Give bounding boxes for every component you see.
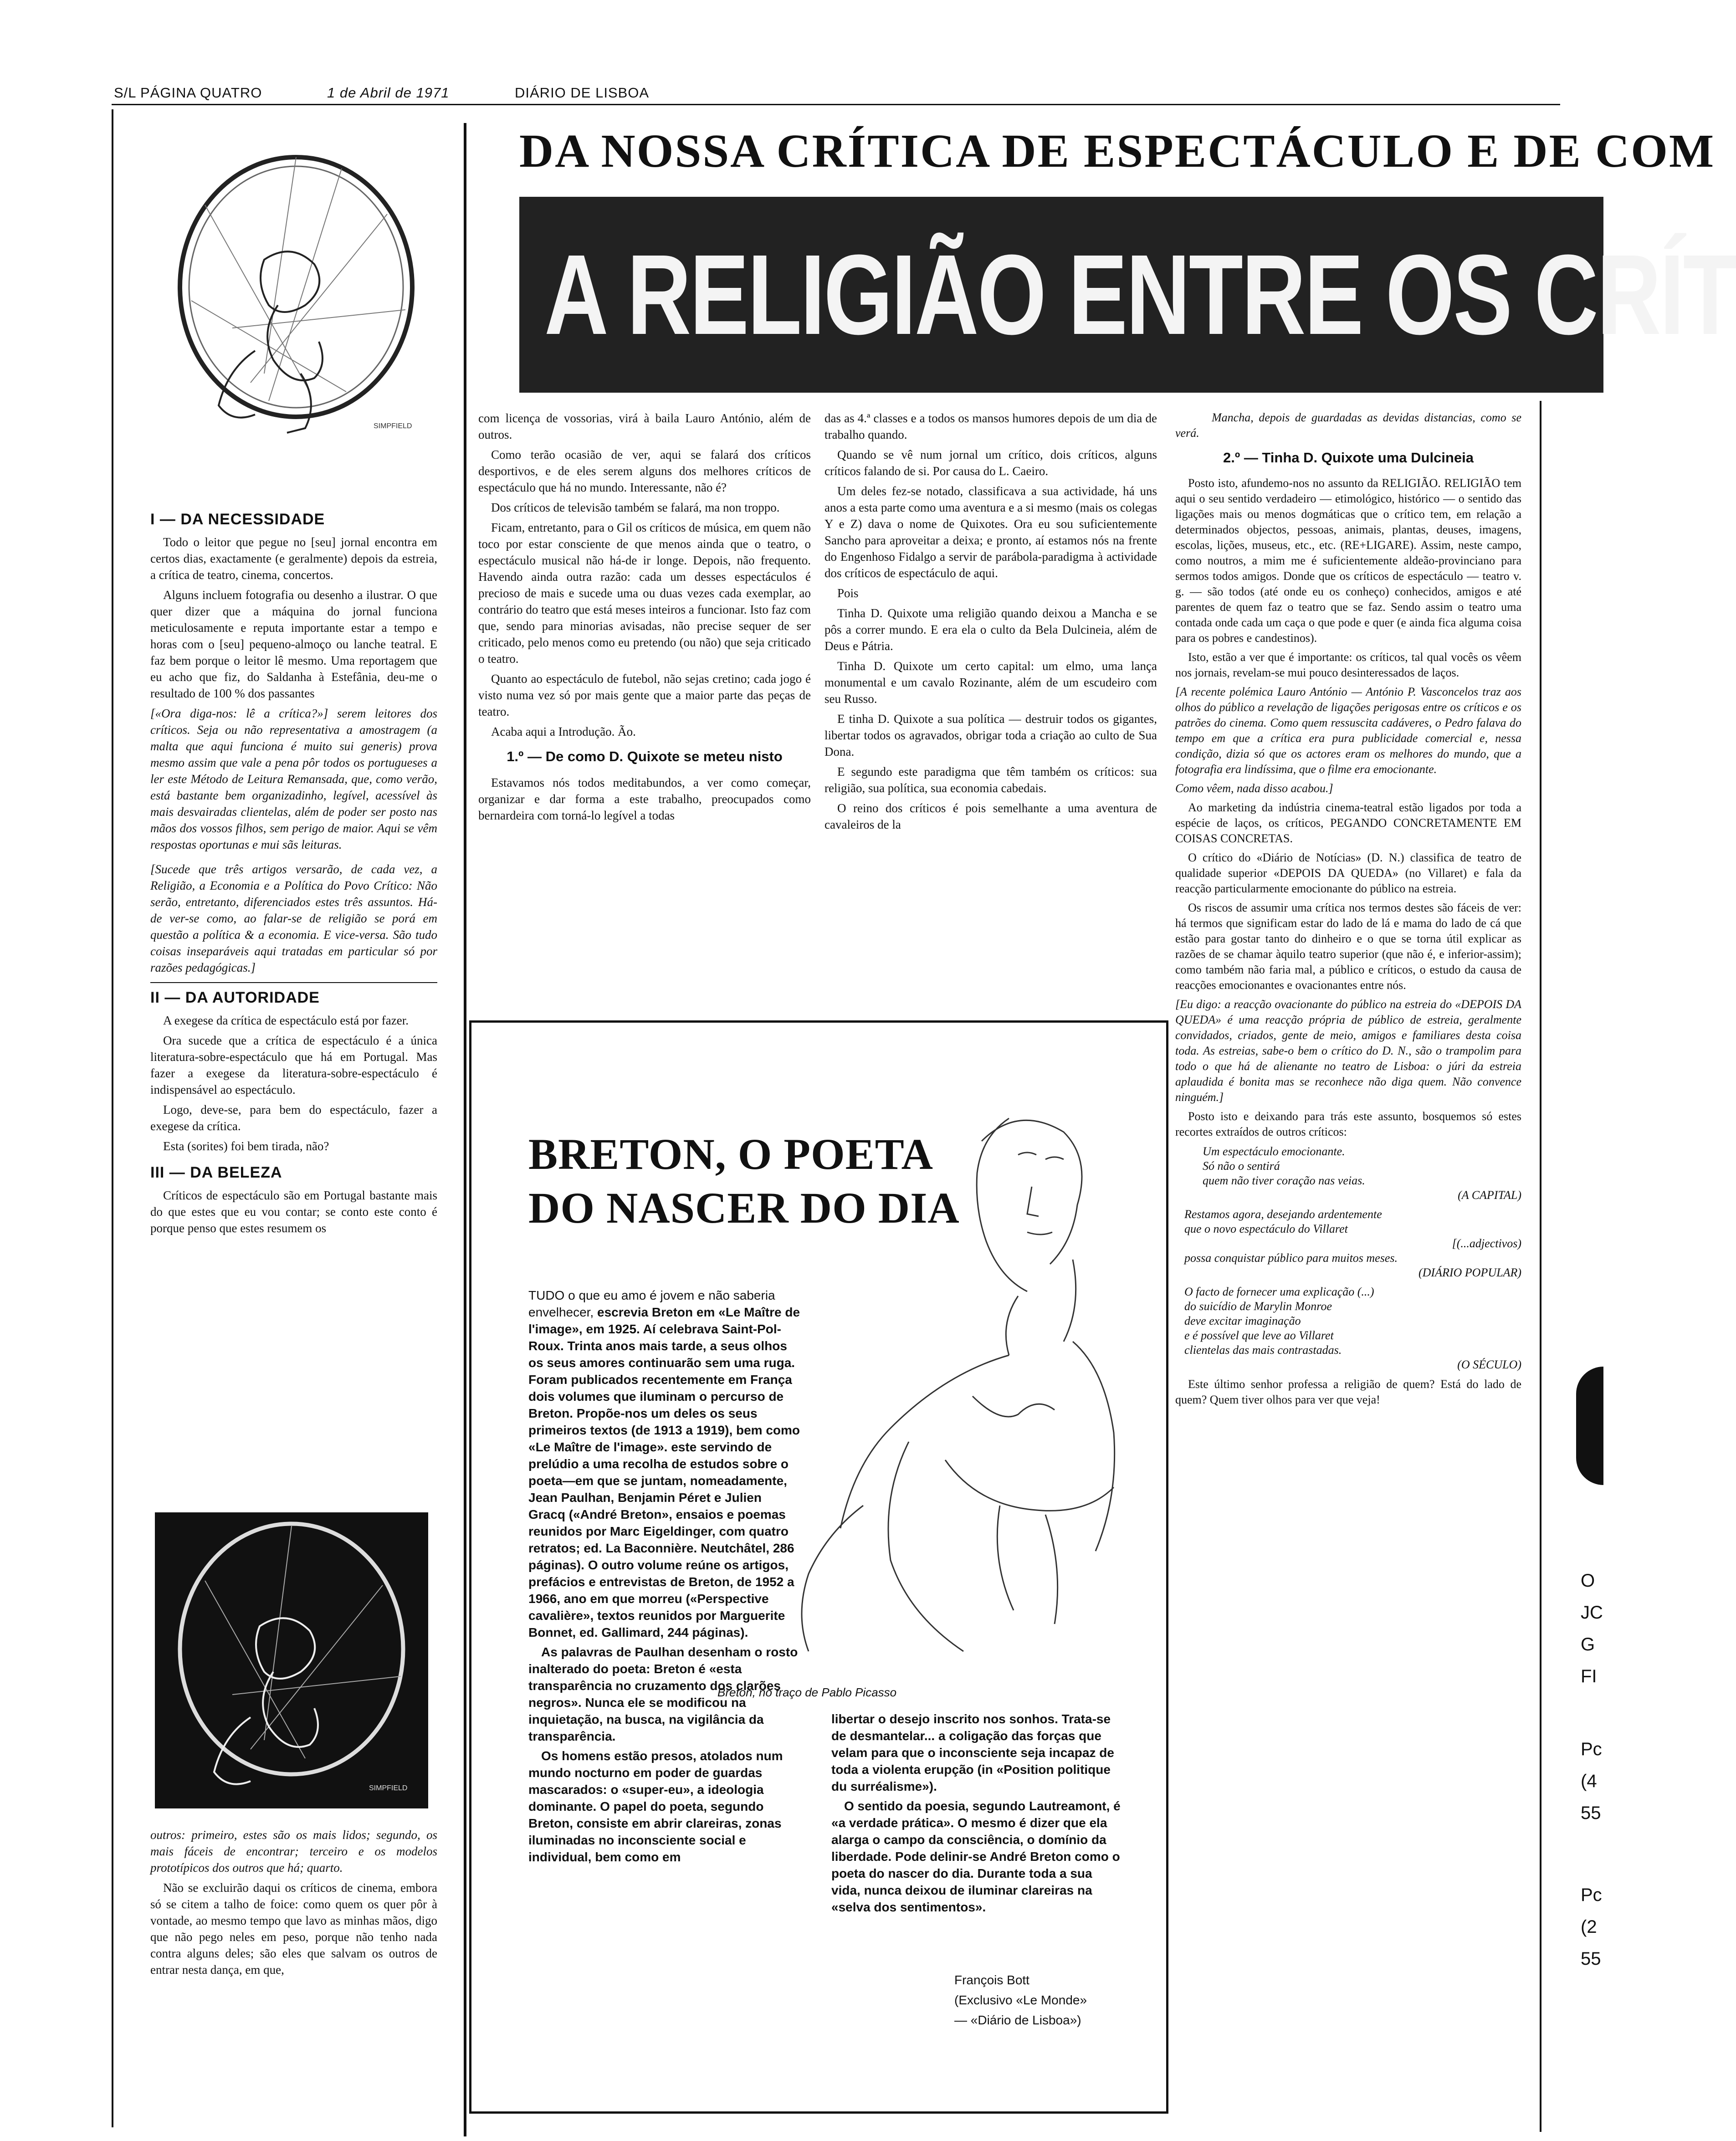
quote-line: quem não tiver coração nas veias. [1203, 1174, 1365, 1187]
edge-fragment: Pc [1581, 1885, 1602, 1905]
quote-line: Um espectáculo emocionante. [1203, 1145, 1345, 1158]
page-left-rule [112, 109, 113, 2127]
paragraph: Esta (sorites) foi bem tirada, não? [163, 1139, 329, 1153]
breton-column-2 [831, 1711, 1123, 1916]
page-section-label: S/L PÁGINA QUATRO [114, 85, 262, 101]
paragraph: Isto, estão a ver que é importante: os críticos, tal qual vocês os vêem nos jornais, revelam-se mui pouco desinteressados de laços. [1175, 650, 1521, 679]
column-rule-left [464, 123, 466, 2136]
paragraph: libertar o desejo inscrito nos sonhos. Trata-se de desmantelar... a coligação das forças que velam para que o inconsciente seja incapaz de toda a violenta erupção (in «Position politique du surréalisme»). [831, 1712, 1114, 1793]
paragraph: Quando se vê num jornal um crítico, dois críticos, alguns críticos falando de si. Por causa do L. Caeiro. [824, 448, 1157, 478]
paragraph: O reino dos críticos é pois semelhante a uma aventura de cavaleiros de la [824, 801, 1157, 831]
paragraph: Alguns incluem fotografia ou desenho a ilustrar. O que quer dizer que a máquina do jornal funciona meticulosamente e reputa importante estar a tempo e horas com o [seu] pequeno-almoço ou lanche teatral. E faz bem porque o leitor lê mesmo. Uma reportagem que eu acho que fiz, do Saldanha à Estefânia, deu-me o resultado de 100 % dos passantes [150, 588, 437, 700]
quote-a-capital [1203, 1144, 1521, 1203]
article-column-2 [478, 410, 811, 827]
paragraph: Acaba aqui a Introdução. Ão. [491, 725, 636, 738]
author-name: François Bott [954, 1973, 1029, 1987]
edge-fragment: (2 [1581, 1917, 1597, 1937]
quote-source: (O SÉCULO) [1457, 1358, 1521, 1371]
edge-fragment: 55 [1581, 1803, 1601, 1823]
attribution: (Exclusivo «Le Monde» [954, 1993, 1087, 2007]
article-column-1 [150, 506, 437, 1240]
section-divider [150, 982, 437, 983]
paragraph: das as 4.ª classes e a todos os mansos humores depois de um dia de trabalho quando. [824, 411, 1157, 441]
quote-diario-popular [1184, 1207, 1521, 1280]
quote-line: possa conquistar público para muitos meses. [1184, 1251, 1398, 1265]
illustration-signature: SIMPFIELD [374, 422, 412, 430]
quote-line: e é possível que leve ao Villaret [1184, 1329, 1334, 1342]
subheading-quixote: 1.º — De como D. Quixote se meteu nisto [507, 748, 783, 764]
paragraph: Quanto ao espectáculo de futebol, não sejas cretino; cada jogo é visto numa vez só por mais gente que a maior parte das peças de teatro. [478, 672, 811, 718]
foetus-sphere-illustration-top [150, 137, 433, 474]
breton-title-line: BRETON, O POETA [528, 1130, 933, 1178]
editorial-note: [Eu digo: a reacção ovacionante do público na estreia do «DEPOIS DA QUEDA» é uma reacção própria de público de estreia, geralmente convidados, criados, gente de meio, amigos e familiares desta coisa toda. As estreias, sabe-o bem o crítico do D. N., são o trampolim para todo o que há de alienante no teatro de Lisboa: o júri da estreia aplaudida é bonita mas se reconhece não diga quem. Não convence ninguém.] [1175, 998, 1521, 1104]
quote-line: O facto de fornecer uma explicação (...) [1184, 1285, 1374, 1298]
newspaper-name: DIÁRIO DE LISBOA [515, 85, 650, 101]
quote-line: do suicídio de Marylin Monroe [1184, 1300, 1332, 1313]
banner-text: A RELIGIÃO ENTRE OS CRÍT [544, 231, 1736, 358]
subheading-dulcineia: 2.º — Tinha D. Quixote uma Dulcineia [1223, 450, 1474, 466]
breton-lead: TUDO o que eu amo é jovem e não saberia envelhecer, [528, 1288, 775, 1319]
breton-title-line: DO NASCER DO DIA [528, 1183, 960, 1232]
article-column-4 [1175, 410, 1521, 1411]
quote-line: [(...adjectivos) [1452, 1237, 1521, 1250]
paragraph: E tinha D. Quixote a sua política — destruir todos os gigantes, libertar todos os agravados, obrigar toda a criação ao culto de Sua Dona. [824, 712, 1157, 758]
breton-signature [954, 1970, 1087, 2030]
header-rule [112, 104, 1560, 105]
edge-fragment: Pc [1581, 1739, 1602, 1759]
article-column-3 [824, 410, 1157, 836]
edge-fragment: JC [1581, 1603, 1603, 1623]
paragraph: Um deles fez-se notado, classificava a sua actividade, há uns anos a esta parte como uma aventura e a si mesmo (mais os colegas Y e Z) dava o nome de Quixotes. Ora eu sou suficientemente Sancho para aproveitar a deixa; e pronto, aí estamos nós na frente do Engenhoso Fidalgo a servir de parábola-paradigma à actividade dos críticos de espectáculo de aqui. [824, 484, 1157, 580]
paragraph: Não se excluirão daqui os críticos de cinema, embora só se citem a talho de foice: como quem os quer pôr à vontade, ao mesmo tempo que lavo as minhas mãos, digo que não pego neles em peso, porque não tenho nada contra alguns deles; são eles que salvam os outros de entrar nesta dança, em que, [150, 1881, 437, 1977]
quote-line: Só não o sentirá [1203, 1159, 1280, 1173]
quote-o-seculo [1184, 1285, 1521, 1372]
paragraph: Tinha D. Quixote um certo capital: um elmo, uma lança monumental e um cavalo Rozinante, além de um escudeiro com seu Russo. [824, 659, 1157, 706]
paragraph: Ora sucede que a crítica de espectáculo é a única literatura-sobre-espectáculo que há em Portugal. Mas fazer a exegese da literatura-sobre-espectáculo é indispensável ao espectáculo. [150, 1034, 437, 1096]
paragraph: Tinha D. Quixote uma religião quando deixou a Mancha e se pôs a correr mundo. E era ela o culto da Bela Dulcineia, além de Deus e Pátria. [824, 606, 1157, 653]
edge-fragment: 55 [1581, 1949, 1601, 1969]
page-date: 1 de Abril de 1971 [327, 85, 450, 101]
column-rule-right [1540, 401, 1541, 2132]
attribution: — «Diário de Lisboa») [954, 2013, 1081, 2027]
edge-fragment: FI [1581, 1666, 1597, 1686]
section-title-beleza: III — DA BELEZA [150, 1164, 282, 1181]
edge-dark-shape [1576, 1367, 1603, 1485]
paragraph: Logo, deve-se, para bem do espectáculo, fazer a exegese da crítica. [150, 1103, 437, 1133]
paragraph: outros: primeiro, estes são os mais lidos; segundo, os mais fáceis de encontrar; terceiro e os modelos prototípicos dos outros que há; quarto. [150, 1828, 437, 1875]
paragraph: A exegese da crítica de espectáculo está por fazer. [163, 1014, 409, 1027]
foetus-sphere-illustration-bottom [155, 1512, 428, 1808]
paragraph: Críticos de espectáculo são em Portugal bastante mais do que estes que eu vou contar; se conto este conto é porque penso que estes resumem os [150, 1188, 437, 1235]
paragraph: Estavamos nós todos meditabundos, a ver como começar, organizar e dar forma a este trabalho, preocupados como bernardeira com torná-lo legível a todas [478, 776, 811, 822]
illustration-signature: SIMPFIELD [369, 1784, 408, 1792]
paragraph: O crítico do «Diário de Notícias» (D. N.) classifica de teatro de qualidade superior «DEPOIS DA QUEDA» (no Villaret) e fala da reacção particularmente emocionante do público na estreia. [1175, 851, 1521, 895]
paragraph: E segundo este paradigma que têm também os críticos: sua religião, sua política, sua economia cabedais. [824, 765, 1157, 795]
edge-fragment: (4 [1581, 1771, 1597, 1791]
paragraph: Ficam, entretanto, para o Gil os críticos de música, em quem não toco por estar consciente de que menos ainda que o teatro, o espectáculo musical não há-de ir longe. Depois, não frequento. Havendo ainda outra razão: cada um desses espectáculos é precioso de mais e sucede uma ou duas vezes cada exemplar, ao contrário do teatro que está meses inteiros a funcionar. Isto faz com que, sendo para minorias avisadas, não precise sequer de ser criticado, pelo menos como eu pretendo (ou não) que seja criticado o teatro. [478, 521, 811, 666]
paragraph: Ao marketing da indústria cinema-teatral estão ligados por toda a espécie de laços, os críticos, PEGANDO CONCRETAMENTE EM COISAS CONCRETAS. [1175, 801, 1521, 845]
editorial-note: [A recente polémica Lauro António — António P. Vasconcelos traz aos olhos do público a revelação de ligações perigosas entre os críticos e os patrões do cinema. Como quem ressuscita cadáveres, o Pedro falava do tempo em que a crítica era pura publicidade comercial e, nessa condição, dizia só que os actores eram os melhores do mundo, que a fotografia era lindíssima, que o filme era emocionante. [1175, 685, 1521, 776]
breton-intro: escrevia Breton em «Le Maître de l'image», em 1925. Aí celebrava Saint-Pol-Roux. Trinta anos mais tarde, a seus olhos os seus amores continuarão sem uma ruga. Foram publicados recentemente em França dois volumes que iluminam o percurso de Breton. Propõe-nos um deles os seus primeiros textos (de 1913 a 1919), bem como «Le Maître de l'image». este servindo de prelúdio a uma recolha de estudos sobre o poeta—em que se juntam, nomeadamente, Jean Paulhan, Benjamin Péret e Julien Gracq («André Breton», ensaios e poemas reunidos por Marc Eigeldinger, com quatro retratos; ed. La Baconnière. Neutchâtel, 286 páginas). O outro volume reúne os artigos, prefácios e entrevistas de Breton, de 1952 a 1966, ano em que morreu («Perspective cavalière», textos reunidos por Marguerite Bonnet, ed. Gallimard, 244 páginas). [528, 1305, 800, 1639]
quote-line: que o novo espectáculo do Villaret [1184, 1222, 1348, 1235]
article-column-1-continued [150, 1827, 437, 1982]
paragraph: As palavras de Paulhan desenham o rosto inalterado do poeta: Breton é «esta transparência no cruzamento dos clarões negros». Nunca ele se modificou na inquietação, na busca, na vigilância da transparência. [528, 1645, 798, 1743]
page-headline: DA NOSSA CRÍTICA DE ESPECTÁCULO E DE COM [519, 125, 1716, 177]
quote-line: clientelas das mais contrastadas. [1184, 1343, 1342, 1357]
paragraph: Mancha, depois de guardadas as devidas distancias, como se verá. [1175, 411, 1521, 440]
edge-fragment: G [1581, 1634, 1595, 1654]
editorial-note: [Sucede que três artigos versarão, de cada vez, a Religião, a Economia e a Política do Povo Crítico: Não serão, entretanto, diferenciados estes três assuntos. Há-de ver-se como, ao falar-se de religião se porá em questão a política & a economia. E vice-versa. São tudo coisas inseparáveis aqui tratadas em particular só por razões pedagógicas.] [150, 862, 437, 974]
quote-source: (DIÁRIO POPULAR) [1419, 1266, 1521, 1279]
paragraph: [«Ora diga-nos: lê a crítica?»] serem leitores dos críticos. Seja ou não representativa a amostragem (a malta que aqui funciona é muito sui generis) prova mesmo assim que vale a pena pôr todos os portugueses a ler este Método de Leitura Remansada, que, como verão, está bastante bem organizadinho, legível, acessível às mais desvairadas clientelas, além de poder ser posto nas mãos dos vossos filhos, sem perigo de maior. Aqui se vêm respostas oportunas e mui sãs leituras. [150, 707, 437, 851]
portrait-caption: Breton, no traço de Pablo Picasso [717, 1685, 897, 1699]
paragraph: Os riscos de assumir uma crítica nos termos destes são fáceis de ver: há termos que significam estar do lado de lá e mama do lado de cá que estão para gostar tanto do dinheiro e o que se torna útil explicar as razões de se chamar àquilo teatro superior (que não é, e inferior-assim); como também não faria mal, a público e críticos, o estudo da causa de reacções emocionantes e ovacionantes entre nós. [1175, 901, 1521, 992]
paragraph: O sentido da poesia, segundo Lautreamont, é «a verdade prática». O mesmo é dizer que ela alarga o campo da consciência, o domínio da liberdade. Pode delinir-se André Breton como o poeta do nascer do dia. Durante toda a sua vida, nunca deixou de iluminar clareiras na «selva dos sentimentos». [831, 1799, 1121, 1914]
paragraph: Dos críticos de televisão também se falará, ma non troppo. [491, 501, 780, 514]
paragraph: com licença de vossorias, virá à baila Lauro António, além de outros. [478, 411, 811, 441]
quote-line: deve excitar imaginação [1184, 1314, 1301, 1327]
paragraph: Posto isto, afundemo-nos no assunto da RELIGIÃO. RELIGIÃO tem aqui o seu sentido verdadeiro — etimológico, histórico — o sentido das ligações mais ou menos dogmáticas que o crítico tem, em relação a determinados objectos, pessoas, animais, plantas, deuses, imagens, escolas, lições, museus, etc., etc. (RE+LIGARE). Assim, neste campo, como noutros, a mim me é suficientemente aldeão-provinciano para sermos todos amigos. Donde que os críticos de espectáculo — teatro v. g. — são todos (até onde eu os conheço) conhecidos, amigos e até parentes de quem faz o teatro que se faz. Sendo assim o teatro uma contada onde cada um caça o que pode e quer (e ainda fica alguma coisa para os pobres e candestinos). [1175, 476, 1521, 645]
paragraph: Posto isto e deixando para trás este assunto, bosquemos só estes recortes extraídos de outros críticos: [1175, 1110, 1521, 1138]
paragraph: Como terão ocasião de ver, aqui se falará dos críticos desportivos, e de eles serem alguns dos melhores críticos de espectáculo que há no mundo. Interessante, não é? [478, 448, 811, 494]
paragraph: Este último senhor professa a religião de quem? Está do lado de quem? Quem tiver olhos para ver que veja! [1175, 1378, 1521, 1406]
paragraph: Pois [837, 586, 859, 600]
breton-column-1 [528, 1287, 802, 1865]
breton-feature-box [469, 1020, 1168, 2114]
quote-line: Restamos agora, desejando ardentemente [1184, 1208, 1382, 1221]
paragraph: Os homens estão presos, atolados num mundo nocturno em poder de guardas mascarados: o «super-eu», a ideologia dominante. O papel do poeta, segundo Breton, consiste em abrir clareiras, zonas iluminadas no inconsciente social e individual, bem como em [528, 1749, 783, 1864]
quote-source: (A CAPITAL) [1458, 1188, 1521, 1202]
section-title-autoridade: II — DA AUTORIDADE [150, 989, 320, 1006]
headline-banner [519, 197, 1736, 393]
paragraph: Todo o leitor que pegue no [seu] jornal encontra em certos dias, exactamente (e geralmente) depois da estreia, a crítica de teatro, cinema, concertos. [150, 535, 437, 582]
paragraph: Como vêem, nada disso acabou.] [1175, 782, 1333, 795]
section-title-necessidade: I — DA NECESSIDADE [150, 511, 325, 528]
edge-fragment: O [1581, 1571, 1595, 1591]
